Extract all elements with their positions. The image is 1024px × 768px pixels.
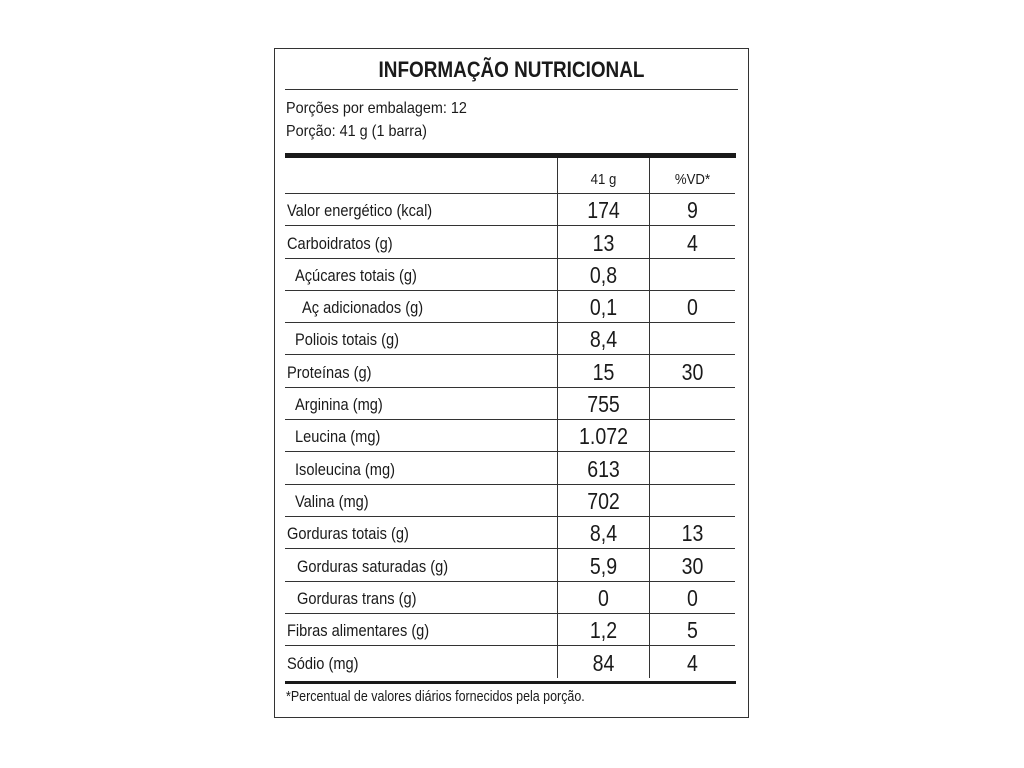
nutrient-amount: 755 xyxy=(587,391,620,418)
amount-cell xyxy=(557,452,649,483)
table-row xyxy=(285,646,735,678)
dv-cell xyxy=(649,517,735,548)
table-row xyxy=(285,226,735,258)
amount-cell xyxy=(557,420,649,451)
label-title: INFORMAÇÃO NUTRICIONAL xyxy=(378,57,645,82)
nutrient-amount: 84 xyxy=(592,650,615,677)
bottom-divider xyxy=(285,681,736,684)
amount-column-header-cell xyxy=(557,158,649,193)
nutrient-name: Leucina (mg) xyxy=(295,427,381,447)
table-row xyxy=(285,291,735,323)
portion-size: Porção: 41 g (1 barra) xyxy=(286,123,427,140)
table-row xyxy=(285,485,735,517)
nutrient-amount: 1.072 xyxy=(579,423,628,450)
table-row xyxy=(285,452,735,484)
amount-cell xyxy=(557,226,649,257)
amount-cell xyxy=(557,388,649,419)
nutrient-amount: 13 xyxy=(592,229,615,256)
dv-cell xyxy=(649,291,735,322)
dv-cell xyxy=(649,226,735,257)
dv-cell xyxy=(649,388,735,419)
nutrient-name: Arginina (mg) xyxy=(295,395,383,415)
nutrient-amount: 0 xyxy=(598,584,609,611)
nutrient-dv: 13 xyxy=(681,520,704,547)
nutrient-amount: 0,8 xyxy=(589,261,618,288)
table-row xyxy=(285,259,735,291)
footnote: *Percentual de valores diários fornecidos pela porção. xyxy=(286,689,585,705)
table-row xyxy=(285,614,735,646)
dv-cell xyxy=(649,582,735,613)
nutrient-amount: 0,1 xyxy=(589,294,618,321)
amount-cell xyxy=(557,355,649,386)
table-header-row xyxy=(285,158,735,194)
amount-cell xyxy=(557,194,649,225)
nutrient-table xyxy=(285,158,735,678)
dv-cell xyxy=(649,420,735,451)
nutrient-name: Valina (mg) xyxy=(295,491,369,511)
nutrient-amount: 8,4 xyxy=(589,520,618,547)
table-row xyxy=(285,355,735,387)
nutrient-name: Gorduras saturadas (g) xyxy=(297,556,449,576)
amount-cell xyxy=(557,646,649,678)
nutrient-dv: 0 xyxy=(687,584,698,611)
nutrient-amount: 702 xyxy=(587,487,620,514)
amount-cell xyxy=(557,517,649,548)
table-row xyxy=(285,323,735,355)
nutrient-dv: 9 xyxy=(687,197,698,224)
dv-column-header-cell xyxy=(649,158,735,193)
table-row xyxy=(285,388,735,420)
title-divider xyxy=(285,89,738,90)
nutrient-dv: 4 xyxy=(687,650,698,677)
nutrient-name: Aç adicionados (g) xyxy=(302,298,424,318)
nutrient-dv: 4 xyxy=(687,229,698,256)
amount-cell xyxy=(557,549,649,580)
nutrient-dv: 30 xyxy=(681,552,704,579)
nutrient-amount: 613 xyxy=(587,455,620,482)
nutrient-name: Sódio (mg) xyxy=(287,654,359,674)
nutrient-dv: 30 xyxy=(681,358,704,385)
nutrient-amount: 5,9 xyxy=(589,552,618,579)
amount-cell xyxy=(557,323,649,354)
amount-column-header: 41 g xyxy=(590,171,617,188)
dv-cell xyxy=(649,194,735,225)
nutrient-name: Gorduras trans (g) xyxy=(297,588,417,608)
nutrient-name: Poliois totais (g) xyxy=(295,330,400,350)
dv-cell xyxy=(649,323,735,354)
dv-cell xyxy=(649,259,735,290)
table-row xyxy=(285,420,735,452)
amount-cell xyxy=(557,614,649,645)
dv-cell xyxy=(649,549,735,580)
nutrient-name: Fibras alimentares (g) xyxy=(287,621,430,641)
nutrient-amount: 1,2 xyxy=(589,617,618,644)
dv-cell xyxy=(649,355,735,386)
amount-cell xyxy=(557,582,649,613)
nutrient-dv: 0 xyxy=(687,294,698,321)
nutrient-dv: 5 xyxy=(687,617,698,644)
portion-info xyxy=(286,97,467,143)
nutrient-name: Carboidratos (g) xyxy=(287,233,393,253)
portions-per-package: Porções por embalagem: 12 xyxy=(286,100,467,117)
nutrition-facts-label xyxy=(274,48,749,718)
amount-cell xyxy=(557,259,649,290)
table-row xyxy=(285,549,735,581)
dv-column-header: %VD* xyxy=(674,171,711,188)
table-row xyxy=(285,194,735,226)
dv-cell xyxy=(649,485,735,516)
dv-cell xyxy=(649,646,735,678)
nutrient-name: Proteínas (g) xyxy=(287,362,372,382)
nutrient-name: Valor energético (kcal) xyxy=(287,201,433,221)
table-row xyxy=(285,517,735,549)
nutrient-name: Açúcares totais (g) xyxy=(295,265,417,285)
dv-cell xyxy=(649,614,735,645)
nutrient-name: Gorduras totais (g) xyxy=(287,524,409,544)
amount-cell xyxy=(557,291,649,322)
nutrient-amount: 8,4 xyxy=(589,326,618,353)
nutrient-name: Isoleucina (mg) xyxy=(295,459,395,479)
nutrient-amount: 15 xyxy=(592,358,615,385)
nutrient-amount: 174 xyxy=(587,197,620,224)
amount-cell xyxy=(557,485,649,516)
table-row xyxy=(285,582,735,614)
dv-cell xyxy=(649,452,735,483)
